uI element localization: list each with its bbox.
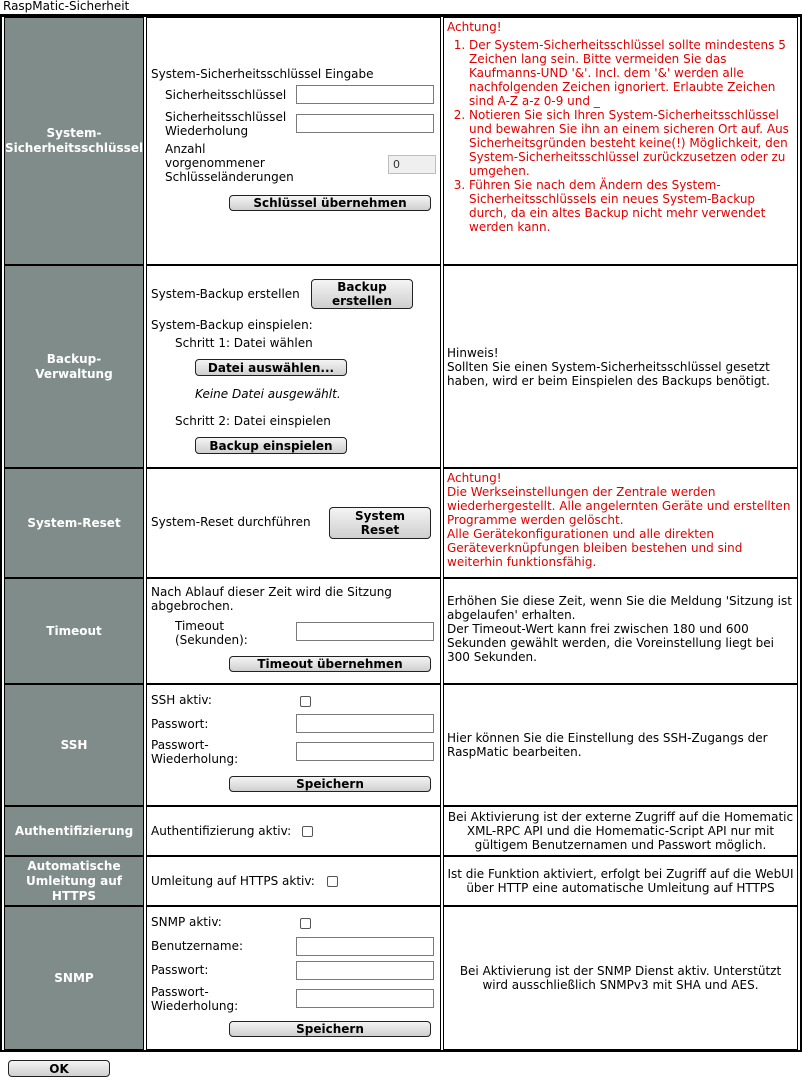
section-authentication bbox=[2, 806, 800, 856]
snmp-username-input[interactable] bbox=[296, 937, 434, 956]
system-reset-hint bbox=[443, 468, 798, 578]
snmp-hint bbox=[443, 906, 798, 1050]
system-reset-button[interactable]: System Reset bbox=[329, 507, 431, 539]
https-redirect-hint bbox=[443, 856, 798, 906]
security-key-heading: System-Sicherheitsschlüssel Eingabe bbox=[151, 67, 374, 81]
section-label-timeout: Timeout bbox=[4, 578, 144, 684]
hint-item: 3. Führen Sie nach dem Ändern des System-Sicherheitsschlüssels ein neues System-Backup durch, da ein altes Backup nicht mehr verwendet werden kann. bbox=[469, 178, 794, 234]
ok-button[interactable]: OK bbox=[8, 1060, 110, 1077]
key-change-count-field bbox=[388, 155, 436, 174]
backup-hint bbox=[443, 265, 798, 468]
timeout-input[interactable] bbox=[296, 622, 434, 641]
snmp-hint-text: Bei Aktivierung ist der SNMP Dienst aktiv. Unterstützt wird ausschließlich SNMPv3 mit SHA und AES. bbox=[459, 964, 782, 992]
ssh-form bbox=[146, 684, 441, 806]
system-reset-hint-line1: Die Werkseinstellungen der Zentrale werden wiederhergestellt. Alle angelernten Geräte und erstellten Programme werden gelöscht. bbox=[447, 485, 791, 527]
settings-table bbox=[0, 15, 802, 1052]
key-change-count-label: Anzahl vorgenommener Schlüsseländerungen bbox=[165, 142, 294, 184]
section-label-system-reset: System-Reset bbox=[4, 468, 144, 578]
snmp-password-label: Passwort: bbox=[151, 963, 209, 977]
timeout-form bbox=[146, 578, 441, 684]
security-key-hint bbox=[443, 17, 798, 265]
section-system-reset bbox=[2, 468, 800, 578]
section-label-https-redirect: Automatische Umleitung auf HTTPS bbox=[4, 856, 144, 906]
section-snmp bbox=[2, 906, 800, 1050]
system-reset-hint-line2: Alle Gerätekonfigurationen und alle direkten Geräteverknüpfungen bleiben bestehen und sind weiterhin funktionsfähig. bbox=[447, 527, 743, 569]
system-reset-label: System-Reset durchführen bbox=[151, 515, 311, 529]
hint-item: 2. Notieren Sie sich Ihren System-Sicherheitsschlüssel und bewahren Sie ihn an einem sicheren Ort auf. Aus Sicherheitsgründen besteht keine(!) Möglichkeit, den System-Sicherheitsschlüssel zurückzusetzen oder zu umgehen. bbox=[469, 108, 794, 178]
key-input[interactable] bbox=[296, 85, 434, 104]
section-security-key bbox=[2, 17, 800, 265]
create-backup-label: System-Backup erstellen bbox=[151, 287, 300, 301]
restore-backup-label: System-Backup einspielen: bbox=[151, 318, 313, 332]
timeout-hint bbox=[443, 578, 798, 684]
backup-hint-title: Hinweis! bbox=[447, 345, 499, 360]
section-label-security-key: System-Sicherheitsschlüssel bbox=[4, 17, 144, 265]
https-redirect-form bbox=[146, 856, 441, 906]
ssh-password-repeat-label: Passwort-Wiederholung: bbox=[151, 738, 239, 766]
snmp-active-label: SNMP aktiv: bbox=[151, 915, 222, 929]
section-label-snmp: SNMP bbox=[4, 906, 144, 1050]
snmp-username-label: Benutzername: bbox=[151, 939, 244, 953]
system-reset-hint-title: Achtung! bbox=[447, 471, 502, 485]
https-redirect-checkbox[interactable] bbox=[327, 876, 338, 887]
timeout-field-label: Timeout (Sekunden): bbox=[175, 619, 248, 647]
snmp-password-input[interactable] bbox=[296, 961, 434, 980]
section-backup bbox=[2, 265, 800, 468]
ssh-password-repeat-input[interactable] bbox=[296, 742, 434, 761]
backup-form bbox=[146, 265, 441, 468]
authentication-form bbox=[146, 806, 441, 856]
apply-timeout-button[interactable]: Timeout übernehmen bbox=[229, 656, 431, 672]
timeout-description: Nach Ablauf dieser Zeit wird die Sitzung abgebrochen. bbox=[151, 585, 392, 613]
ssh-active-checkbox[interactable] bbox=[300, 696, 311, 707]
window-title: RaspMatic-Sicherheit bbox=[0, 0, 802, 15]
section-label-backup: Backup-Verwaltung bbox=[4, 265, 144, 468]
section-ssh bbox=[2, 684, 800, 806]
section-label-authentication: Authentifizierung bbox=[4, 806, 144, 856]
authentication-hint bbox=[443, 806, 798, 856]
step1-label: Schritt 1: Datei wählen bbox=[175, 336, 313, 350]
step2-label: Schritt 2: Datei einspielen bbox=[175, 414, 331, 428]
https-redirect-hint-text: Ist die Funktion aktiviert, erfolgt bei Zugriff auf die WebUI über HTTP eine automatische Umleitung auf HTTPS bbox=[447, 867, 794, 895]
authentication-active-label: Authentifizierung aktiv: bbox=[151, 824, 292, 838]
snmp-form bbox=[146, 906, 441, 1050]
security-key-form bbox=[146, 17, 441, 265]
ssh-password-label: Passwort: bbox=[151, 717, 209, 731]
no-file-selected-text: Keine Datei ausgewählt. bbox=[195, 387, 341, 401]
https-redirect-label: Umleitung auf HTTPS aktiv: bbox=[151, 874, 315, 888]
authentication-active-checkbox[interactable] bbox=[302, 826, 313, 837]
ssh-hint bbox=[443, 684, 798, 806]
key-label: Sicherheitsschlüssel bbox=[165, 88, 287, 102]
section-https-redirect bbox=[2, 856, 800, 906]
ssh-active-label: SSH aktiv: bbox=[151, 693, 212, 707]
create-backup-button[interactable]: Backup erstellen bbox=[311, 279, 413, 309]
hint-item: 1. Der System-Sicherheitsschlüssel sollte mindestens 5 Zeichen lang sein. Bitte vermeiden Sie das Kaufmanns-UND '&'. Incl. dem '&' werden alle nachfolgenden Zeichen ignoriert. Erlaubte Zeichen sind A-Z a-z 0-9 und _ bbox=[469, 38, 794, 108]
apply-key-button[interactable]: Schlüssel übernehmen bbox=[229, 195, 431, 211]
system-reset-form bbox=[146, 468, 441, 578]
timeout-hint-line2: Der Timeout-Wert kann frei zwischen 180 und 600 Sekunden gewählt werden, die Voreinstellung liegt bei 300 Sekunden. bbox=[447, 622, 774, 664]
snmp-password-repeat-label: Passwort-Wiederholung: bbox=[151, 985, 239, 1013]
security-key-hint-title: Achtung! bbox=[447, 20, 502, 34]
key-repeat-input[interactable] bbox=[296, 114, 434, 133]
ssh-hint-text: Hier können Sie die Einstellung des SSH-Zugangs der RaspMatic bearbeiten. bbox=[447, 731, 768, 759]
timeout-hint-line1: Erhöhen Sie diese Zeit, wenn Sie die Meldung 'Sitzung ist abgelaufen' erhalten. bbox=[447, 594, 792, 622]
ssh-save-button[interactable]: Speichern bbox=[229, 776, 431, 792]
section-timeout bbox=[2, 578, 800, 684]
security-key-hint-list bbox=[447, 38, 794, 234]
key-repeat-label: Sicherheitsschlüssel Wiederholung bbox=[165, 110, 287, 138]
ssh-password-input[interactable] bbox=[296, 714, 434, 733]
snmp-active-checkbox[interactable] bbox=[300, 918, 311, 929]
choose-file-button[interactable]: Datei auswählen... bbox=[195, 359, 347, 376]
restore-backup-button[interactable]: Backup einspielen bbox=[195, 437, 347, 454]
snmp-save-button[interactable]: Speichern bbox=[229, 1021, 431, 1037]
snmp-password-repeat-input[interactable] bbox=[296, 989, 434, 1008]
authentication-hint-text: Bei Aktivierung ist der externe Zugriff auf die Homematic XML-RPC API und die Homematic-Script API nur mit gültigem Benutzernamen und Passwort möglich. bbox=[447, 810, 794, 852]
section-label-ssh: SSH bbox=[4, 684, 144, 806]
backup-hint-text: Sollten Sie einen System-Sicherheitsschlüssel gesetzt haben, wird er beim Einspielen des Backups benötigt. bbox=[447, 359, 770, 388]
